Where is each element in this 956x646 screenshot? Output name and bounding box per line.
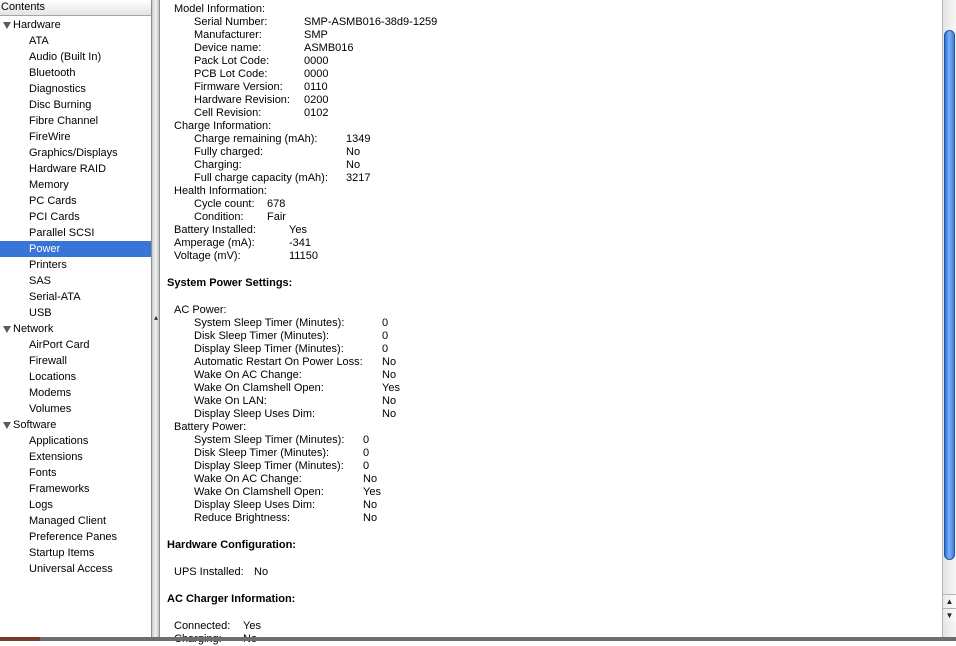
info-label: PCB Lot Code: xyxy=(194,68,268,80)
sidebar-label: Graphics/Displays xyxy=(29,147,118,159)
connected-value: Yes xyxy=(243,620,261,632)
info-label: System Sleep Timer (Minutes): xyxy=(194,317,345,329)
info-label: Wake On Clamshell Open: xyxy=(194,486,324,498)
info-value: No xyxy=(382,408,397,420)
sidebar-item[interactable] xyxy=(0,97,151,113)
sidebar-label: Hardware xyxy=(13,19,61,31)
info-label: Reduce Brightness: xyxy=(194,512,290,524)
sidebar-item[interactable] xyxy=(0,513,151,529)
scroll-down-arrow-icon[interactable]: ▼ xyxy=(943,608,956,622)
ac-power-title: AC Power: xyxy=(174,304,227,316)
disclosure-triangle-icon[interactable] xyxy=(3,22,11,29)
sidebar-label: Frameworks xyxy=(29,483,90,495)
info-label: Display Sleep Uses Dim: xyxy=(194,408,316,420)
info-label: Voltage (mV): xyxy=(174,250,241,262)
sidebar xyxy=(0,0,151,637)
sidebar-label: Volumes xyxy=(29,403,72,415)
sidebar-item[interactable] xyxy=(0,33,151,49)
sidebar-label: Logs xyxy=(29,499,53,511)
info-label: Hardware Revision: xyxy=(194,94,290,106)
sidebar-label: Extensions xyxy=(29,451,83,463)
sidebar-label: Diagnostics xyxy=(29,83,86,95)
sidebar-item[interactable] xyxy=(0,113,151,129)
sidebar-label: Fibre Channel xyxy=(29,115,99,127)
split-view-divider[interactable] xyxy=(151,0,160,641)
info-label: Serial Number: xyxy=(194,16,268,28)
info-label: Device name: xyxy=(194,42,262,54)
info-value: 0110 xyxy=(304,81,328,93)
sidebar-item[interactable] xyxy=(0,353,151,369)
info-value: No xyxy=(382,395,397,407)
sidebar-item[interactable] xyxy=(0,49,151,65)
sidebar-header-label: Contents xyxy=(1,1,46,13)
sidebar-item[interactable] xyxy=(0,289,151,305)
info-label: Battery Installed: xyxy=(174,224,256,236)
sidebar-item[interactable] xyxy=(0,129,151,145)
info-label: Charging: xyxy=(194,159,242,171)
window-bottom-edge xyxy=(0,637,956,641)
info-value: 0200 xyxy=(304,94,329,106)
sidebar-label: Audio (Built In) xyxy=(29,51,102,63)
info-value: Fair xyxy=(267,211,286,223)
info-value: 1349 xyxy=(346,133,371,145)
info-value: -341 xyxy=(289,237,312,249)
sidebar-item[interactable] xyxy=(0,193,151,209)
info-label: Full charge capacity (mAh): xyxy=(194,172,328,184)
sidebar-label: Firewall xyxy=(29,355,67,367)
sidebar-label: Memory xyxy=(29,179,69,191)
disclosure-triangle-icon[interactable] xyxy=(3,422,11,429)
info-value: 0 xyxy=(363,447,370,459)
sidebar-header[interactable] xyxy=(0,0,151,16)
sidebar-label: Preference Panes xyxy=(29,531,118,543)
sidebar-label: Power xyxy=(29,243,61,255)
sidebar-label: SAS xyxy=(29,275,52,287)
sidebar-item[interactable] xyxy=(0,385,151,401)
sidebar-item[interactable] xyxy=(0,177,151,193)
sidebar-item[interactable] xyxy=(0,545,151,561)
model-info-title: Model Information: xyxy=(174,3,266,15)
connected-label: Connected: xyxy=(174,620,231,632)
info-label: Display Sleep Timer (Minutes): xyxy=(194,343,344,355)
info-value: 0000 xyxy=(304,68,329,80)
info-label: Automatic Restart On Power Loss: xyxy=(194,356,363,368)
info-value: 0 xyxy=(382,343,389,355)
info-value: 0 xyxy=(363,460,370,472)
info-value: Yes xyxy=(382,382,400,394)
info-value: 678 xyxy=(267,198,286,210)
sidebar-item[interactable] xyxy=(0,497,151,513)
sidebar-item[interactable] xyxy=(0,273,151,289)
sidebar-item[interactable] xyxy=(0,529,151,545)
sidebar-label: Hardware RAID xyxy=(29,163,107,175)
sidebar-label: Locations xyxy=(29,371,77,383)
info-value: SMP-ASMB016-38d9-1259 xyxy=(304,16,438,28)
info-label: Pack Lot Code: xyxy=(194,55,270,67)
info-value: 11150 xyxy=(289,250,318,262)
sidebar-label: Serial-ATA xyxy=(29,291,81,303)
sidebar-label: PCI Cards xyxy=(29,211,80,223)
info-label: Fully charged: xyxy=(194,146,264,158)
desktop-strip xyxy=(0,637,40,641)
info-value: Yes xyxy=(363,486,381,498)
sidebar-category[interactable] xyxy=(0,17,151,33)
hardware-configuration-heading: Hardware Configuration: xyxy=(167,539,296,551)
system-power-settings-heading: System Power Settings: xyxy=(167,277,293,289)
sidebar-item[interactable] xyxy=(0,305,151,321)
sidebar-label: USB xyxy=(29,307,52,319)
info-label: Wake On LAN: xyxy=(194,395,267,407)
sidebar-tree xyxy=(0,17,151,577)
scroll-up-arrow-icon[interactable]: ▲ xyxy=(943,594,956,608)
info-label: Amperage (mA): xyxy=(174,237,255,249)
sidebar-item[interactable] xyxy=(0,145,151,161)
info-label: System Sleep Timer (Minutes): xyxy=(194,434,345,446)
info-label: Disk Sleep Timer (Minutes): xyxy=(194,447,330,459)
sidebar-item[interactable] xyxy=(0,65,151,81)
info-label: Cell Revision: xyxy=(194,107,262,119)
sidebar-item[interactable] xyxy=(0,81,151,97)
sidebar-item[interactable] xyxy=(0,241,151,257)
ac-charger-information-heading: AC Charger Information: xyxy=(167,593,296,605)
info-value: No xyxy=(346,159,361,171)
sidebar-label: Applications xyxy=(29,435,89,447)
info-label: Firmware Version: xyxy=(194,81,283,93)
sidebar-label: Fonts xyxy=(29,467,57,479)
info-label: Display Sleep Uses Dim: xyxy=(194,499,316,511)
sidebar-item[interactable] xyxy=(0,433,151,449)
sidebar-item[interactable] xyxy=(0,401,151,417)
battery-power-title: Battery Power: xyxy=(174,421,247,433)
info-label: Wake On Clamshell Open: xyxy=(194,382,324,394)
sidebar-label: Network xyxy=(13,323,54,335)
sidebar-label: FireWire xyxy=(29,131,71,143)
info-label: Charge remaining (mAh): xyxy=(194,133,318,145)
sidebar-category[interactable] xyxy=(0,417,151,433)
sidebar-item[interactable] xyxy=(0,257,151,273)
ups-installed-value: No xyxy=(254,566,269,578)
sidebar-item[interactable] xyxy=(0,465,151,481)
info-value: No xyxy=(346,146,361,158)
divider-grip-icon: ▴ xyxy=(154,313,159,322)
info-label: Wake On AC Change: xyxy=(194,473,302,485)
sidebar-label: Software xyxy=(13,419,57,431)
info-value: No xyxy=(382,356,397,368)
health-info-title: Health Information: xyxy=(174,185,267,197)
info-value: 0 xyxy=(382,317,389,329)
sidebar-label: AirPort Card xyxy=(29,339,90,351)
sidebar-label: Universal Access xyxy=(29,563,113,575)
scroll-thumb[interactable] xyxy=(944,30,955,560)
sidebar-item[interactable] xyxy=(0,161,151,177)
info-value: No xyxy=(363,512,378,524)
disclosure-triangle-icon[interactable] xyxy=(3,326,11,333)
info-label: Cycle count: xyxy=(194,198,255,210)
sidebar-item[interactable] xyxy=(0,209,151,225)
info-value: ASMB016 xyxy=(304,42,354,54)
sidebar-item[interactable] xyxy=(0,369,151,385)
sidebar-label: ATA xyxy=(29,35,49,47)
sidebar-label: Printers xyxy=(29,259,67,271)
info-label: Manufacturer: xyxy=(194,29,262,41)
sidebar-label: Startup Items xyxy=(29,547,95,559)
charge-info-title: Charge Information: xyxy=(174,120,272,132)
sidebar-item[interactable] xyxy=(0,561,151,577)
info-label: Display Sleep Timer (Minutes): xyxy=(194,460,344,472)
info-value: 0000 xyxy=(304,55,329,67)
sidebar-item[interactable] xyxy=(0,481,151,497)
info-value: No xyxy=(363,473,378,485)
info-value: No xyxy=(363,499,378,511)
info-value: 0 xyxy=(363,434,370,446)
info-value: 0102 xyxy=(304,107,329,119)
sidebar-label: Disc Burning xyxy=(29,99,92,111)
power-detail-pane xyxy=(160,0,942,637)
vertical-scrollbar[interactable] xyxy=(942,0,956,637)
info-value: No xyxy=(382,369,397,381)
sidebar-label: Bluetooth xyxy=(29,67,76,79)
sidebar-label: Parallel SCSI xyxy=(29,227,95,239)
sidebar-item[interactable] xyxy=(0,225,151,241)
info-value: Yes xyxy=(289,224,307,236)
info-value: 3217 xyxy=(346,172,371,184)
sidebar-item[interactable] xyxy=(0,337,151,353)
ups-installed-label: UPS Installed: xyxy=(174,566,244,578)
sidebar-item[interactable] xyxy=(0,449,151,465)
info-value: SMP xyxy=(304,29,328,41)
info-label: Wake On AC Change: xyxy=(194,369,302,381)
sidebar-label: Modems xyxy=(29,387,72,399)
sidebar-category[interactable] xyxy=(0,321,151,337)
sidebar-label: Managed Client xyxy=(29,515,107,527)
info-label: Condition: xyxy=(194,211,244,223)
info-label: Disk Sleep Timer (Minutes): xyxy=(194,330,330,342)
info-value: 0 xyxy=(382,330,389,342)
sidebar-label: PC Cards xyxy=(29,195,77,207)
